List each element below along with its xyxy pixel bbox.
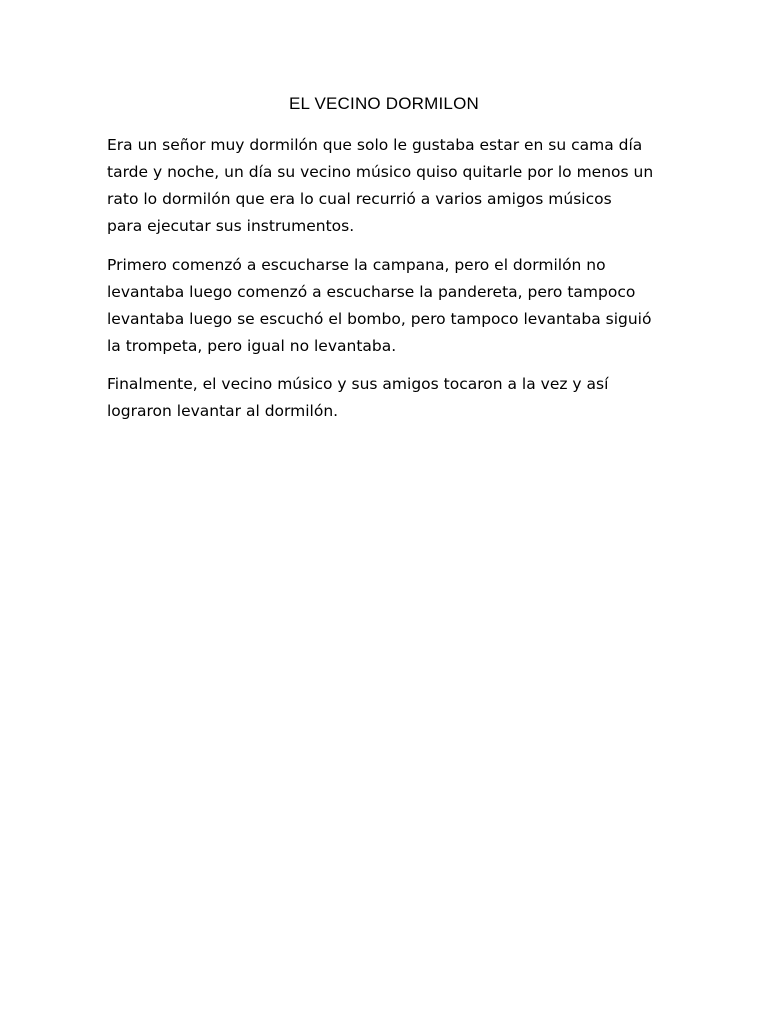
paragraph-line: levantaba luego se escuchó el bombo, pero tampoco levantaba siguió	[107, 310, 652, 328]
paragraph-1	[107, 132, 682, 240]
paragraph-line: levantaba luego comenzó a escucharse la pandereta, pero tampoco	[107, 283, 636, 301]
paragraph-2	[107, 252, 682, 360]
paragraph-3	[107, 371, 682, 425]
document-title: EL VECINO DORMILON	[288, 94, 479, 113]
paragraph-line: tarde y noche, un día su vecino músico quiso quitarle por lo menos un	[107, 163, 654, 181]
paragraph-line: lograron levantar al dormilón.	[107, 402, 339, 420]
paragraph-line: para ejecutar sus instrumentos.	[107, 217, 355, 235]
paragraph-line: la trompeta, pero igual no levantaba.	[107, 337, 397, 355]
paragraph-line: Primero comenzó a escucharse la campana, pero el dormilón no	[107, 256, 606, 274]
paragraph-line: rato lo dormilón que era lo cual recurrió a varios amigos músicos	[107, 190, 612, 208]
paragraph-line: Era un señor muy dormilón que solo le gustaba estar en su cama día	[107, 136, 643, 154]
paragraph-line: Finalmente, el vecino músico y sus amigos tocaron a la vez y así	[107, 375, 609, 393]
